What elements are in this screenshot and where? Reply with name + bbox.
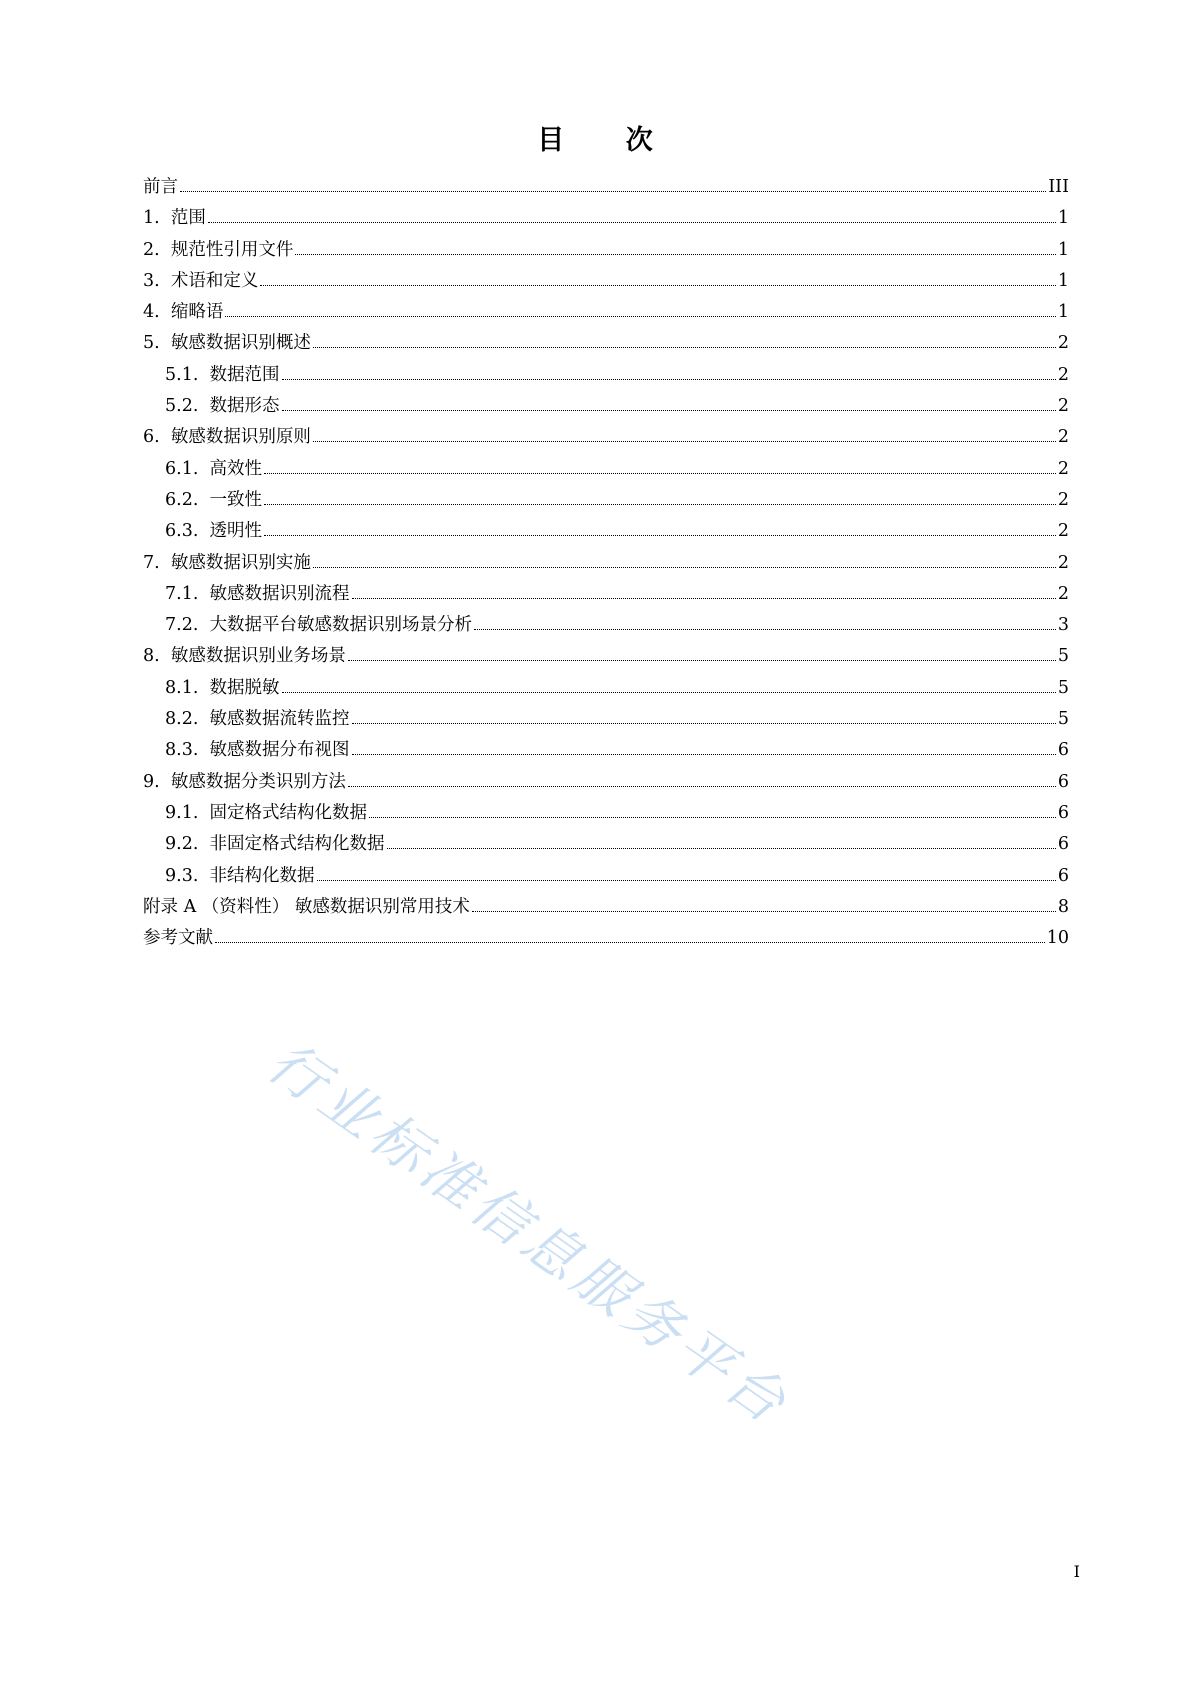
toc-entry-label: 非结构化数据 (209, 865, 315, 886)
page-number: I (1073, 1562, 1080, 1581)
toc-entry-number: 9.3. (165, 865, 210, 886)
dot-leader (352, 598, 1056, 599)
toc-entry-label: 附录 A （资料性） 敏感数据识别常用技术 (143, 896, 470, 917)
toc-entry-label: 参考文献 (143, 928, 213, 949)
dot-leader (264, 473, 1056, 474)
toc-entry[interactable] (143, 203, 1069, 234)
toc-entry[interactable] (143, 579, 1069, 610)
toc-entry-page: 2 (1057, 364, 1069, 385)
toc-entry-label: 术语和定义 (170, 270, 259, 291)
dot-leader (225, 316, 1056, 317)
toc-entry[interactable] (143, 391, 1069, 422)
dot-leader (352, 723, 1056, 724)
toc-entry[interactable] (143, 266, 1069, 297)
toc-entry-page: 2 (1057, 427, 1069, 448)
toc-entry-page: 5 (1057, 646, 1069, 667)
toc-entry[interactable] (143, 422, 1069, 453)
toc-entry[interactable] (143, 516, 1069, 547)
toc-entry[interactable] (143, 172, 1069, 203)
toc-entry-page: 10 (1046, 928, 1069, 949)
toc-entry-page: 5 (1057, 709, 1069, 730)
dot-leader (348, 786, 1056, 787)
toc-entry[interactable] (143, 704, 1069, 735)
toc-entry-page: 1 (1057, 208, 1069, 229)
toc-entry-page: 1 (1057, 302, 1069, 323)
toc-entry-number: 7. (143, 552, 171, 573)
toc-entry-label: 高效性 (209, 458, 263, 479)
toc-entry-page: 8 (1057, 896, 1069, 917)
toc-entry-label: 数据脱敏 (209, 677, 280, 698)
toc-entry[interactable] (143, 297, 1069, 328)
toc-entry-page: 6 (1057, 740, 1069, 761)
dot-leader (295, 254, 1056, 255)
toc-entry-page: 6 (1057, 771, 1069, 792)
toc-entry-number: 6. (143, 427, 171, 448)
toc-entry-page: 2 (1057, 552, 1069, 573)
toc-entry-label: 敏感数据识别业务场景 (170, 646, 346, 667)
dot-leader (387, 848, 1056, 849)
dot-leader (369, 817, 1056, 818)
toc-entry-label: 前言 (143, 177, 178, 197)
toc-entry[interactable] (143, 735, 1069, 766)
toc-entry-number: 9.1. (165, 802, 210, 823)
dot-leader (313, 441, 1056, 442)
toc-entry-label: 敏感数据分布视图 (209, 740, 350, 761)
toc-entry-label: 缩略语 (170, 302, 224, 323)
toc-entry-number: 6.1. (165, 458, 210, 479)
toc-entry[interactable] (143, 548, 1069, 579)
toc-entry-number: 5. (143, 333, 171, 354)
toc-entry-number: 7.1. (165, 583, 210, 604)
toc-entry-page: 2 (1057, 583, 1069, 604)
toc-entry-page: III (1048, 177, 1069, 197)
toc-entry-page: 6 (1057, 865, 1069, 886)
dot-leader (282, 379, 1056, 380)
toc-entry-page: 6 (1057, 834, 1069, 855)
toc-entry-page: 2 (1057, 333, 1069, 354)
toc-entry[interactable] (143, 767, 1069, 798)
toc-entry-page: 3 (1057, 615, 1069, 636)
toc-entry-number: 6.3. (165, 521, 210, 542)
toc-entry-page: 2 (1057, 458, 1069, 479)
toc-entry[interactable] (143, 328, 1069, 359)
toc-entry-page: 5 (1057, 677, 1069, 698)
toc-entry-label: 大数据平台敏感数据识别场景分析 (209, 615, 473, 636)
dot-leader (282, 692, 1056, 693)
dot-leader (260, 285, 1056, 286)
toc-entry-page: 2 (1057, 396, 1069, 417)
toc-entry-number: 5.1. (165, 364, 210, 385)
toc-entry[interactable] (143, 829, 1069, 860)
toc-entry-page: 1 (1057, 239, 1069, 260)
toc-entry-label: 非固定格式结构化数据 (209, 834, 385, 855)
dot-leader (180, 191, 1046, 192)
dot-leader (264, 504, 1056, 505)
watermark: 行业标准信息服务平台 (255, 1029, 801, 1439)
toc-entry[interactable] (143, 798, 1069, 829)
toc-entry-label: 数据范围 (209, 364, 280, 385)
toc-entry-label: 敏感数据识别实施 (170, 552, 311, 573)
toc-entry-number: 2. (143, 239, 171, 260)
toc-entry-number: 8.1. (165, 677, 210, 698)
toc-entry[interactable] (143, 861, 1069, 892)
toc-entry[interactable] (143, 610, 1069, 641)
toc-entry-number: 4. (143, 302, 171, 323)
toc-entry-label: 敏感数据识别概述 (170, 333, 311, 354)
toc-entry-label: 透明性 (209, 521, 263, 542)
toc-entry-label: 敏感数据分类识别方法 (170, 771, 346, 792)
dot-leader (317, 880, 1056, 881)
toc-entry[interactable] (143, 454, 1069, 485)
page-title: 目 次 (537, 125, 679, 156)
toc-entry-number: 1. (143, 208, 171, 229)
toc-entry-number: 7.2. (165, 615, 210, 636)
toc-entry-label: 一致性 (209, 489, 263, 510)
toc-entry-page: 1 (1057, 270, 1069, 291)
toc-entry[interactable] (143, 235, 1069, 266)
toc-entry-number: 3. (143, 270, 171, 291)
table-of-contents (143, 172, 1069, 954)
toc-entry-number: 8.3. (165, 740, 210, 761)
dot-leader (472, 911, 1056, 912)
dot-leader (474, 629, 1056, 630)
toc-entry-label: 固定格式结构化数据 (209, 802, 368, 823)
dot-leader (208, 222, 1056, 223)
toc-entry-number: 9. (143, 771, 171, 792)
toc-entry-page: 2 (1057, 489, 1069, 510)
dot-leader (215, 942, 1045, 943)
toc-entry-number: 5.2. (165, 396, 210, 417)
toc-entry[interactable] (143, 641, 1069, 672)
dot-leader (313, 347, 1056, 348)
toc-entry-number: 8.2. (165, 709, 210, 730)
toc-entry-number: 9.2. (165, 834, 210, 855)
dot-leader (352, 754, 1056, 755)
toc-entry[interactable] (143, 892, 1069, 923)
dot-leader (282, 410, 1056, 411)
toc-entry-label: 规范性引用文件 (170, 239, 294, 260)
toc-entry-number: 6.2. (165, 489, 210, 510)
toc-entry[interactable] (143, 360, 1069, 391)
toc-entry-label: 敏感数据流转监控 (209, 709, 350, 730)
toc-entry[interactable] (143, 485, 1069, 516)
toc-entry-label: 范围 (170, 208, 206, 229)
dot-leader (313, 567, 1056, 568)
toc-entry-label: 敏感数据识别原则 (170, 427, 311, 448)
dot-leader (348, 660, 1056, 661)
toc-entry-label: 数据形态 (209, 396, 280, 417)
dot-leader (264, 535, 1056, 536)
toc-entry[interactable] (143, 673, 1069, 704)
toc-entry-page: 2 (1057, 521, 1069, 542)
toc-entry-label: 敏感数据识别流程 (209, 583, 350, 604)
toc-entry-page: 6 (1057, 802, 1069, 823)
toc-entry[interactable] (143, 923, 1069, 954)
toc-entry-number: 8. (143, 646, 171, 667)
